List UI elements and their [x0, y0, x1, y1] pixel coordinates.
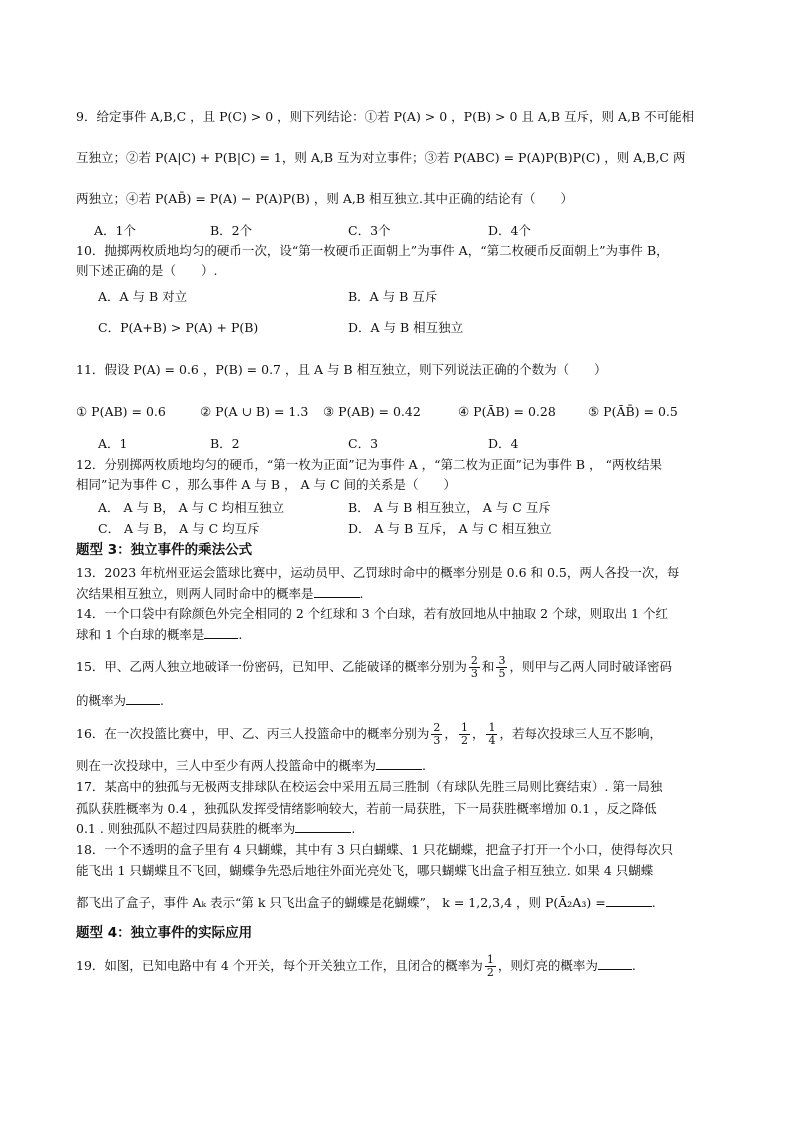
q17-line-3	[76, 820, 726, 838]
q18-line-1: 18．一个不透明的盒子里有 4 只蝴蝶，其中有 3 只白蝴蝶、1 只花蝴蝶，把盒子打开一个小口，使得每次只	[76, 842, 674, 857]
q19-denominator: 2	[486, 966, 494, 979]
q18-period: .	[651, 895, 656, 910]
q18-text: 都飞出了盒子，事件 Aₖ 表示“第 k 只飞出盒子的蝴蝶是花蝴蝶”， k = 1,2,3,4 ，则 P(Ā₂A₃) =	[76, 895, 606, 910]
q17-line-2: 孤队获胜概率为 0.4 ，独孤队发挥受情绪影响较大，若前一局获胜，下一局获胜概率增加 0.1 ，反之降低	[76, 801, 657, 816]
q19-answer-blank[interactable]	[598, 957, 632, 970]
q9-line-1: 9．给定事件 A,B,C ，且 P(C) > 0 ，则下列结论：①若 P(A) > 0 ，P(B) > 0 且 A,B 互斥，则 A,B 不可能相	[76, 109, 695, 124]
q16-f1-denominator: 3	[433, 734, 441, 747]
q12-line-2: 相同”记为事件 C ，那么事件 A 与 B ， A 与 C 间的关系是（ ）	[76, 477, 456, 492]
q12-option-a: A． A 与 B， A 与 C 均相互独立	[98, 500, 285, 515]
q12-option-b: B． A 与 B 相互独立， A 与 C 互斥	[348, 500, 551, 515]
q17-answer-blank[interactable]	[295, 820, 351, 833]
q15-line-1	[76, 655, 726, 680]
q15-f2-numerator: 3	[498, 654, 506, 667]
q17-period: .	[351, 821, 356, 836]
q10-line-2: 则下述正确的是（ ）.	[76, 263, 218, 278]
q15-f1-numerator: 2	[470, 654, 478, 667]
q14-line-1: 14．一个口袋中有除颜色外完全相同的 2 个红球和 3 个白球，若有放回地从中抽取 2 个球，则取出 1 个红	[76, 606, 669, 621]
q9-line-3: 两独立；④若 P(AB̄) = P(A) − P(A)P(B) ，则 A,B 相互独立.其中正确的结论有（ ）	[76, 191, 574, 206]
q14-answer-blank[interactable]	[204, 626, 238, 639]
q17-text: 0.1 . 则独孤队不超过四局获胜的概率为	[76, 821, 296, 836]
q15-text-b: ，则甲与乙两人同时破译密码	[509, 659, 672, 674]
q13-text: 次结果相互独立，则两人同时命中的概率是	[76, 586, 314, 601]
q15-text-a: 15．甲、乙两人独立地破译一份密码，已知甲、乙能破译的概率分别为	[76, 659, 467, 674]
q14-line-2	[76, 626, 726, 644]
q15-fraction-1	[469, 655, 480, 680]
q12-option-d: D． A 与 B 互斥， A 与 C 相互独立	[348, 521, 552, 536]
q16-f3-numerator: 1	[488, 721, 496, 734]
q16-line-1: 16．在一次投篮比赛中，甲、乙、丙三人投篮命中的概率分别为 $\frac{2}{3}$ ， $\frac{1}{2}$ ， $\frac{1}{4}$ ，若每次投球三人互不影响，	[76, 721, 662, 747]
q15-and: 和	[481, 659, 495, 674]
q11-item-3: ③ P(AB) = 0.42	[323, 404, 421, 419]
q14-text: 球和 1 个白球的概率是	[76, 627, 205, 642]
q16-fraction-2	[459, 722, 470, 747]
q11-item-4: ④ P(ĀB) = 0.28	[458, 404, 556, 419]
q10-option-b: B．A 与 B 互斥	[348, 289, 438, 304]
q11-item-1: ① P(AB) = 0.6	[76, 404, 166, 419]
q15-fraction-2	[496, 655, 507, 680]
section-4-heading: 题型 4：独立事件的实际应用	[76, 925, 253, 941]
q18-line-3	[76, 894, 726, 912]
q13-period: .	[359, 586, 364, 601]
q19-period: .	[631, 958, 636, 973]
q9-option-a: A．1个	[94, 223, 136, 238]
q11-line-1: 11．假设 P(A) = 0.6 ，P(B) = 0.7 ，且 A 与 B 相互独立，则下列说法正确的个数为（ ）	[76, 362, 607, 377]
q17-line-1: 17．某高中的独孤与无极两支排球队在校运会中采用五局三胜制（有球队先胜三局则比赛结束）. 第一局独	[76, 779, 663, 794]
q10-option-c: C．P(A+B) > P(A) + P(B)	[98, 320, 259, 335]
q9-option-c: C．3个	[348, 223, 391, 238]
q13-answer-blank[interactable]	[314, 585, 360, 598]
q16-f2-numerator: 1	[460, 721, 468, 734]
q16-text-a: 16．在一次投篮比赛中，甲、乙、丙三人投篮命中的概率分别为	[76, 726, 430, 741]
q16-f3-denominator: 4	[488, 734, 496, 747]
q9-option-d: D．4个	[488, 223, 531, 238]
q19-fraction	[485, 954, 496, 979]
q9-line-2: 互独立；②若 P(A|C) + P(B|C) = 1，则 A,B 互为对立事件；③若 P(ABC) = P(A)P(B)P(C) ，则 A,B,C 两	[76, 150, 686, 165]
q13-line-2	[76, 585, 726, 603]
q16-fraction-1	[431, 722, 442, 747]
q18-line-2: 能飞出 1 只蝴蝶且不飞回，蝴蝶争先恐后地往外面光亮处飞，哪只蝴蝶飞出盒子相互独立. 如果 4 只蝴蝶	[76, 863, 654, 878]
q11-option-b: B．2	[210, 436, 240, 451]
section-3-heading: 题型 3：独立事件的乘法公式	[76, 542, 253, 558]
q10-option-a: A．A 与 B 对立	[98, 289, 188, 304]
q18-answer-blank[interactable]	[606, 894, 652, 907]
q16-period: .	[422, 758, 426, 773]
q11-option-c: C．3	[348, 436, 379, 451]
q19-numerator: 1	[486, 953, 494, 966]
q16-text: 则在一次投球中，三人中至少有两人投篮命中的概率为	[76, 758, 377, 773]
q19-text-a: 19．如图，已知电路中有 4 个开关，每个开关独立工作，且闭合的概率为	[76, 958, 483, 973]
q16-text-b: ，若每次投球三人互不影响，	[499, 726, 662, 741]
q15-text: 的概率为	[76, 693, 127, 708]
q15-answer-blank[interactable]	[126, 692, 160, 705]
q9-option-b: B．2个	[210, 223, 253, 238]
q16-answer-blank[interactable]	[376, 757, 422, 770]
q14-period: .	[238, 627, 243, 642]
q15-f2-denominator: 5	[498, 667, 506, 680]
q11-option-d: D．4	[488, 436, 519, 451]
q16-f1-numerator: 2	[433, 721, 441, 734]
q19-line-1	[76, 954, 726, 979]
q10-line-1: 10．抛掷两枚质地均匀的硬币一次，设“第一枚硬币正面朝上”为事件 A，“第二枚硬币反面朝上”为事件 B，	[76, 243, 669, 258]
q15-line-2	[76, 692, 726, 710]
q12-option-c: C． A 与 B， A 与 C 均互斥	[98, 521, 260, 536]
q16-fraction-3	[486, 722, 497, 747]
q11-item-5: ⑤ P(ĀB̄) = 0.5	[588, 404, 678, 419]
q10-option-d: D．A 与 B 相互独立	[348, 320, 464, 335]
q19-text-b: ，则灯亮的概率为	[497, 958, 598, 973]
q16-line-2	[76, 757, 726, 775]
q12-line-1: 12．分别掷两枚质地均匀的硬币，“第一枚为正面”记为事件 A ，“第二枚为正面”记为事件 B ， “两枚结果	[76, 457, 662, 472]
q11-option-a: A．1	[98, 436, 128, 451]
q13-line-1: 13．2023 年杭州亚运会篮球比赛中，运动员甲、乙罚球时命中的概率分别是 0.6 和 0.5，两人各投一次，每	[76, 565, 680, 580]
q15-f1-denominator: 3	[470, 667, 478, 680]
q15-period: .	[160, 693, 164, 708]
q11-item-2: ② P(A ∪ B) = 1.3	[200, 404, 309, 419]
q16-f2-denominator: 2	[460, 734, 468, 747]
